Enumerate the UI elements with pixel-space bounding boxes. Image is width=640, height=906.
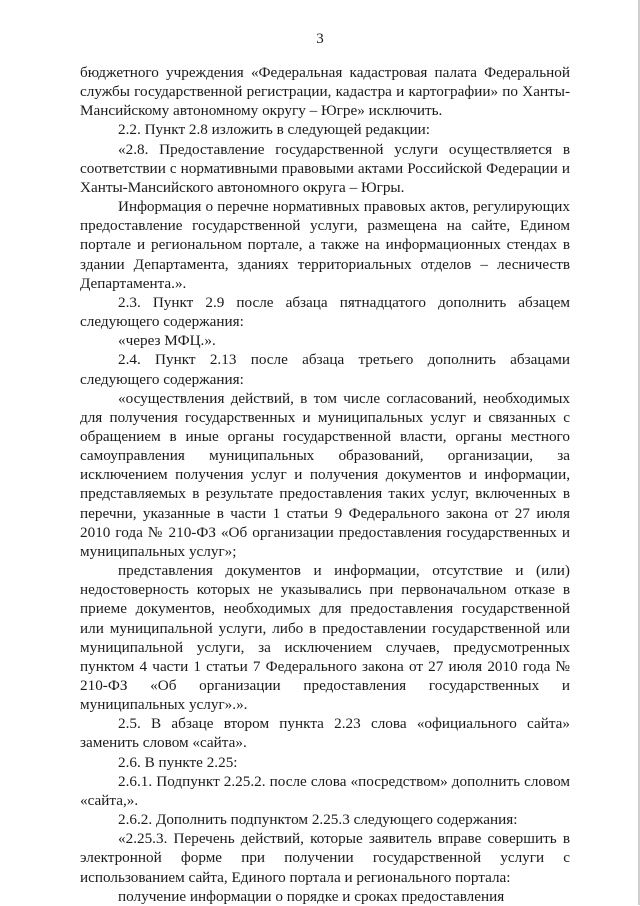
paragraph-2-6-1: 2.6.1. Подпункт 2.25.2. после слова «посредством» дополнить словом «сайта,».: [80, 772, 570, 809]
paragraph-quote-mfc: «через МФЦ.».: [118, 332, 216, 350]
paragraph-actions: «осуществления действий, в том числе согласований, необходимых для получения государственных и муниципальных услуг и связанных с обращением в иные органы государственной власти, органы местного самоуправления муниципальных образований, организации, за исключением получения услуг и получения документов и информации, представляемых в результате предоставления таких услуг, включенных в перечни, указанные в части 1 статьи 9 Федерального закона от 27 июля 2010 года № 210-ФЗ «Об организации предоставления государственных и муниципальных услуг»;: [80, 389, 570, 560]
page-number: 3: [316, 31, 324, 47]
paragraph-information: Информация о перечне нормативных правовых актов, регулирующих предоставление государственной услуги, размещена на сайте, Едином портале и региональном портале, а также на информационных стендах в здании Департамента, зданиях территориальных отделов – лесничеств Департамента.».: [80, 198, 570, 292]
paragraph-documents: представления документов и информации, отсутствие и (или) недостоверность которых не указывались при первоначальном отказе в приеме документов, необходимых для предоставления государственной или муниципальной услуги, либо в предоставлении государственной или муниципальной услуги, за исключением случаев, предусмотренных пунктом 4 части 1 статьи 7 Федерального закона от 27 июля 2010 года № 210-ФЗ «Об организации предоставления государственных и муниципальных услуг».».: [80, 562, 570, 714]
paragraph-continuation: бюджетного учреждения «Федеральная кадастровая палата Федеральной службы государственной регистрации, кадастра и картографии» по Ханты-Мансийскому автономному округу – Югре» исключить.: [80, 64, 570, 120]
paragraph-2-3: 2.3. Пункт 2.9 после абзаца пятнадцатого дополнить абзацем следующего содержания:: [80, 293, 570, 331]
paragraph-2-25-3: «2.25.3. Перечень действий, которые заявитель вправе совершить в электронной форме при получении государственной услуги с использованием сайта, Единого портала и регионального портала:: [80, 830, 570, 886]
paragraph-obtaining-info: получение информации о порядке и сроках предоставления: [118, 887, 505, 905]
document-body: [80, 63, 570, 906]
paragraph-2-6: 2.6. В пункте 2.25:: [118, 753, 238, 771]
paragraph-2-2: 2.2. Пункт 2.8 изложить в следующей редакции:: [118, 121, 431, 139]
paragraph-2-4: 2.4. Пункт 2.13 после абзаца третьего дополнить абзацами следующего содержания:: [80, 351, 570, 388]
paragraph-2-5: 2.5. В абзаце втором пункта 2.23 слова «официального сайта» заменить словом «сайта».: [80, 715, 570, 752]
paragraph-2-6-2: 2.6.2. Дополнить подпунктом 2.25.3 следующего содержания:: [118, 811, 518, 829]
paragraph-2-8-text: «2.8. Предоставление государственной услуги осуществляется в соответствии с нормативными правовыми актами Российской Федерации и Ханты-Мансийского автономного округа – Югры.: [80, 140, 570, 196]
